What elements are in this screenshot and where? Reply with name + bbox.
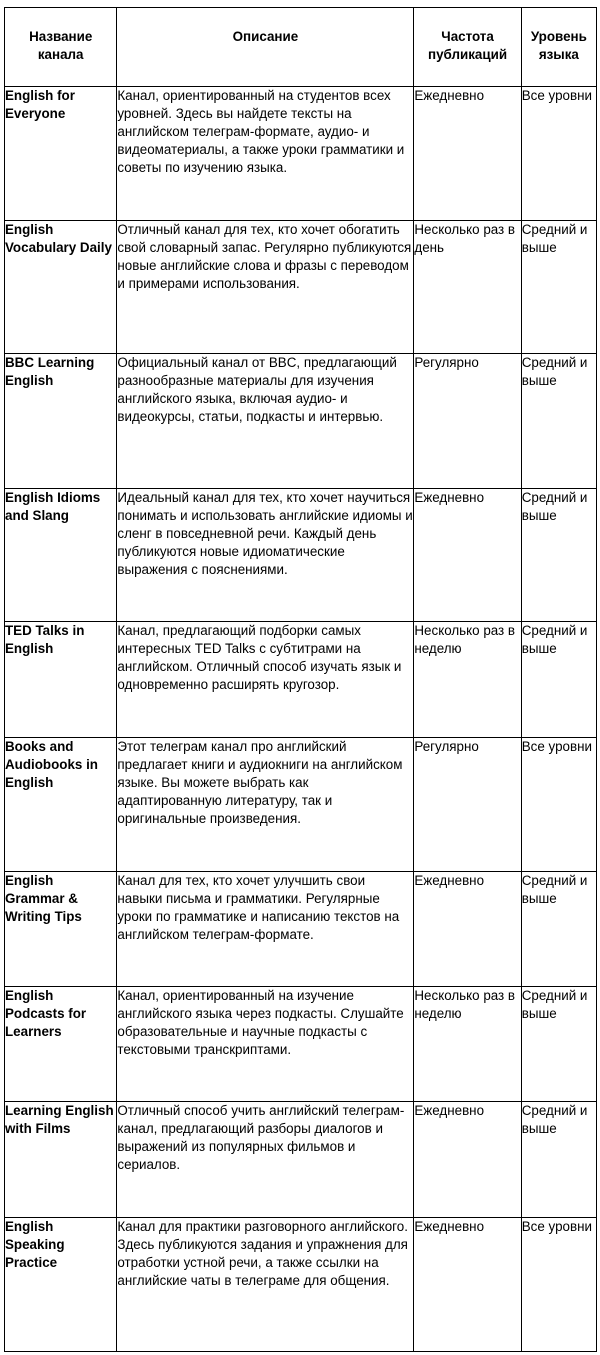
channel-name: TED Talks in English [5,622,117,738]
channel-frequency: Ежедневно [414,1102,521,1218]
channel-description: Отличный канал для тех, кто хочет обогатить свой словарный запас. Регулярно публикуются новые английские слова и фразы с переводом и примерами использования. [117,221,414,354]
channel-frequency: Ежедневно [414,872,521,987]
channel-name: Books and Audiobooks in English [5,738,117,872]
table-row [5,987,597,1102]
channel-level: Средний и выше [521,221,596,354]
channel-name: English Vocabulary Daily [5,221,117,354]
table-row [5,221,597,354]
header-description: Описание [117,8,414,87]
channel-level: Все уровни [521,1218,596,1352]
channel-level: Средний и выше [521,987,596,1102]
header-row [5,8,597,87]
channel-name: English Idioms and Slang [5,489,117,622]
channels-table [4,7,597,1352]
channel-name: Learning English with Films [5,1102,117,1218]
channel-level: Средний и выше [521,622,596,738]
table-row [5,1102,597,1218]
channel-level: Все уровни [521,738,596,872]
channel-frequency: Ежедневно [414,1218,521,1352]
channel-name: English Grammar & Writing Tips [5,872,117,987]
table-row [5,622,597,738]
table-row [5,872,597,987]
channel-description: Канал для практики разговорного английского. Здесь публикуются задания и упражнения для отработки устной речи, а также ссылки на английские чаты в телеграме для общения. [117,1218,414,1352]
channel-frequency: Несколько раз в день [414,221,521,354]
channel-level: Средний и выше [521,872,596,987]
channel-frequency: Ежедневно [414,489,521,622]
table-row [5,354,597,489]
channel-description: Канал, ориентированный на студентов всех уровней. Здесь вы найдете тексты на английском телеграм-формате, аудио- и видеоматериалы, а также уроки грамматики и советы по изучению языка. [117,87,414,221]
channel-level: Средний и выше [521,354,596,489]
channel-frequency: Регулярно [414,354,521,489]
channel-description: Канал для тех, кто хочет улучшить свои навыки письма и грамматики. Регулярные уроки по грамматике и написанию текстов на английском телеграм-формате. [117,872,414,987]
channel-description: Этот телеграм канал про английский предлагает книги и аудиокниги на английском языке. Вы можете выбрать как адаптированную литературу, так и оригинальные произведения. [117,738,414,872]
channel-name: English for Everyone [5,87,117,221]
channel-frequency: Несколько раз в неделю [414,987,521,1102]
channel-name: English Speaking Practice [5,1218,117,1352]
channel-level: Средний и выше [521,1102,596,1218]
channel-frequency: Регулярно [414,738,521,872]
table-row [5,738,597,872]
table-row [5,87,597,221]
channel-level: Все уровни [521,87,596,221]
channel-description: Канал, ориентированный на изучение английского языка через подкасты. Слушайте образовательные и научные подкасты с текстовыми транскриптами. [117,987,414,1102]
channel-description: Официальный канал от BBC, предлагающий разнообразные материалы для изучения английского языка, включая аудио- и видеокурсы, статьи, подкасты и интервью. [117,354,414,489]
channel-frequency: Несколько раз в неделю [414,622,521,738]
channel-description: Идеальный канал для тех, кто хочет научиться понимать и использовать английские идиомы и сленг в повседневной речи. Каждый день публикуются новые идиоматические выражения с пояснениями. [117,489,414,622]
table-row [5,1218,597,1352]
channel-frequency: Ежедневно [414,87,521,221]
header-level: Уровень языка [521,8,596,87]
channel-name: English Podcasts for Learners [5,987,117,1102]
table-row [5,489,597,622]
channel-description: Отличный способ учить английский телеграм-канал, предлагающий разборы диалогов и выражений из популярных фильмов и сериалов. [117,1102,414,1218]
header-frequency: Частота публикаций [414,8,521,87]
channel-level: Средний и выше [521,489,596,622]
channel-description: Канал, предлагающий подборки самых интересных TED Talks с субтитрами на английском. Отличный способ изучать язык и одновременно расширять кругозор. [117,622,414,738]
channel-name: BBC Learning English [5,354,117,489]
header-name: Название канала [5,8,117,87]
